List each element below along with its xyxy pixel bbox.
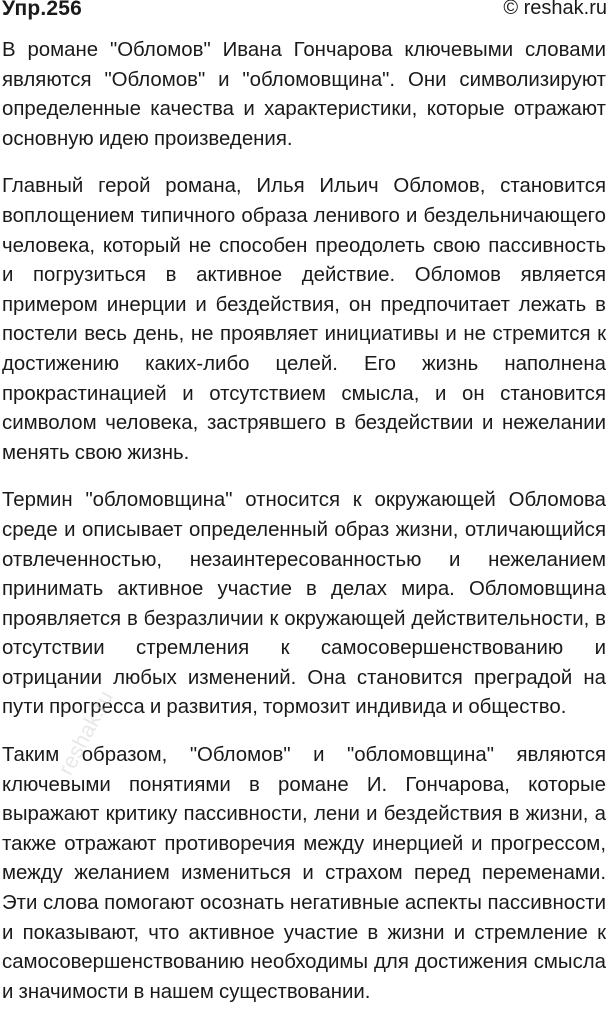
brand-label: © reshak.ru (503, 0, 607, 19)
answer-text (2, 36, 606, 1025)
page-header (0, 0, 610, 22)
paragraph-3: Термин "обломовщина" относится к окружающей Обломова среде и описывает определенный образ жизни, отличающийся отвлеченностью, незаинтересованностью и нежеланием принимать активное участие в делах мира. Обломовщина проявляется в безразличии к окружающей действительности, в отсутствии стремления к самосовершенствованию и отрицании любых изменений. Она становится преградой на пути прогресса и развития, тормозит индивида и общество. (2, 489, 606, 719)
exercise-title: Упр.256 (2, 0, 83, 20)
paragraph-2: Главный герой романа, Илья Ильич Обломов, становится воплощением типичного образа ленивого и бездельничающего человека, который не способен преодолеть свою пассивность и погрузиться в активное действие. Обломов является примером инерции и бездействия, он предпочитает лежать в постели весь день, не проявляет инициативы и не стремится к достижению каких-либо целей. Его жизнь наполнена прокрастинацией и отсутствием смысла, и он становится символом человека, застрявшего в бездействии и нежелании менять свою жизнь. (2, 175, 606, 464)
paragraph-1: В романе "Обломов" Ивана Гончарова ключевыми словами являются "Обломов" и "обломовщина". Они символизируют определенные качества и характеристики, которые отражают основную идею произведения. (2, 39, 606, 150)
watermark: reshak.ru (52, 686, 118, 780)
paragraph-4: Таким образом, "Обломов" и "обломовщина" являются ключевыми понятиями в романе И. Гончарова, которые выражают критику пассивности, лени и бездействия в жизни, а также отражают противоречия между инерцией и прогрессом, между желанием измениться и страхом перед переменами. Эти слова помогают осознать негативные аспекты пассивности и показывают, что активное участие в жизни и стремление к самосовершенствованию необходимы для достижения смысла и значимости в нашем существовании. (2, 744, 606, 1003)
